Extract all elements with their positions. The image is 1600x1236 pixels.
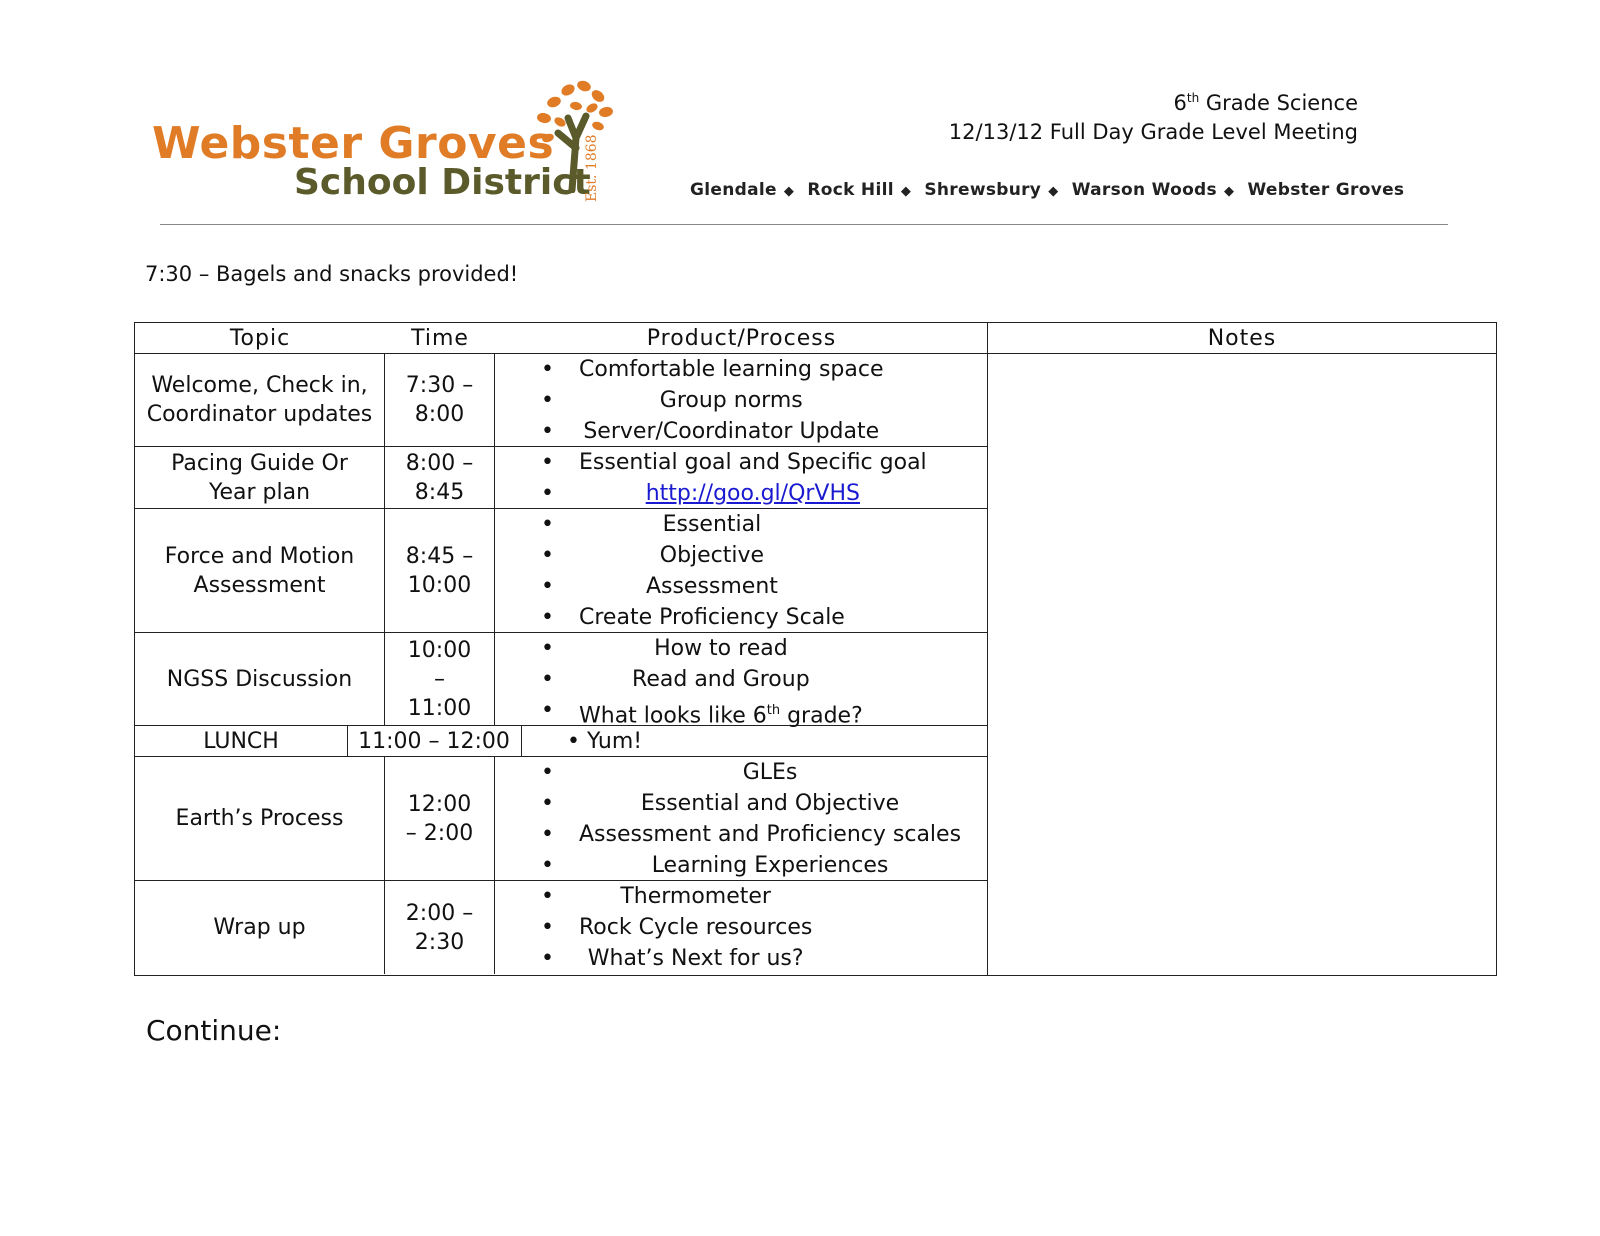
continue-label: Continue:	[146, 1014, 282, 1047]
list-item: • Rock Cycle resources	[495, 912, 812, 943]
agenda-table	[134, 322, 1497, 976]
table-row	[135, 354, 987, 447]
intro-note: 7:30 – Bagels and snacks provided!	[145, 262, 519, 286]
pacing-guide-link[interactable]: http://goo.gl/QrVHS	[645, 481, 860, 506]
list-item: • Comfortable learning space	[495, 354, 884, 385]
list-item: • Read and Group	[495, 664, 863, 695]
row-items	[495, 509, 987, 632]
grade-title: 6th Grade Science	[1173, 91, 1358, 115]
logo-name-line1: Webster Groves	[152, 118, 555, 169]
header-divider	[160, 224, 1448, 225]
table-row	[135, 881, 987, 974]
row-topic: Earth’s Process	[175, 806, 344, 831]
list-item: • Create Proficiency Scale	[495, 602, 845, 633]
list-item: • How to read	[495, 633, 863, 664]
town-name: Warson Woods	[1071, 180, 1217, 200]
list-item: • Essential goal and Specific goal	[495, 447, 927, 478]
header-topic: Topic	[135, 323, 385, 354]
table-row	[135, 447, 987, 509]
row-time: 11:00 – 12:00	[358, 728, 510, 754]
list-item: • Assessment and Proficiency scales	[495, 819, 961, 850]
table-row	[135, 726, 987, 757]
row-topic: Pacing Guide Or Year plan	[171, 450, 348, 505]
row-items	[495, 354, 987, 446]
list-item: • What looks like 6th grade?	[495, 695, 863, 731]
list-item: • Assessment	[495, 571, 845, 602]
list-item: • Objective	[495, 540, 845, 571]
document-heading	[949, 84, 1358, 147]
logo-name-line2: School District	[294, 162, 591, 203]
list-item: • Thermometer	[495, 881, 812, 912]
list-item: • Group norms	[495, 385, 884, 416]
row-items	[495, 881, 987, 974]
town-name: Glendale	[690, 180, 777, 200]
town-name: Shrewsbury	[924, 180, 1042, 200]
row-items	[495, 757, 987, 880]
row-items	[521, 726, 987, 756]
row-time: 7:30 – 8:00	[405, 373, 474, 427]
list-item	[495, 478, 927, 509]
row-topic: Wrap up	[213, 915, 306, 940]
row-items	[495, 447, 987, 508]
notes-column-divider	[987, 323, 988, 975]
town-name: Rock Hill	[807, 180, 894, 200]
town-name: Webster Groves	[1247, 180, 1405, 200]
meeting-title: 12/13/12 Full Day Grade Level Meeting	[948, 120, 1358, 144]
list-item: • Learning Experiences	[495, 850, 961, 881]
table-row	[135, 509, 987, 633]
table-row	[135, 633, 987, 729]
row-time: 10:00 – 11:00	[407, 637, 472, 721]
list-item: • Yum!	[521, 726, 642, 757]
list-item: • Essential and Objective	[495, 788, 961, 819]
list-item: • Essential	[495, 509, 845, 540]
row-time: 8:00 – 8:45	[405, 450, 474, 505]
header-notes: Notes	[988, 323, 1496, 354]
row-time: 8:45 – 10:00	[405, 543, 474, 598]
table-row	[135, 757, 987, 881]
row-time: 12:00 – 2:00	[405, 791, 474, 846]
row-topic: Welcome, Check in, Coordinator updates	[146, 373, 373, 427]
header-time: Time	[385, 323, 495, 354]
row-topic: NGSS Discussion	[166, 666, 353, 692]
list-item: • What’s Next for us?	[495, 943, 812, 974]
row-topic: Force and Motion Assessment	[164, 543, 355, 598]
logo-established: Est. 1868	[584, 134, 600, 202]
row-time: 2:00 – 2:30	[405, 900, 474, 955]
header-product-process: Product/Process	[495, 323, 988, 354]
list-item: • GLEs	[495, 757, 961, 788]
town-list: Glendale ◆ Rock Hill ◆ Shrewsbury ◆ Warson Woods ◆ Webster Groves	[690, 180, 1405, 200]
row-topic: LUNCH	[203, 728, 279, 754]
district-logo	[152, 78, 622, 208]
row-items	[495, 633, 987, 729]
list-item: • Server/Coordinator Update	[495, 416, 884, 447]
